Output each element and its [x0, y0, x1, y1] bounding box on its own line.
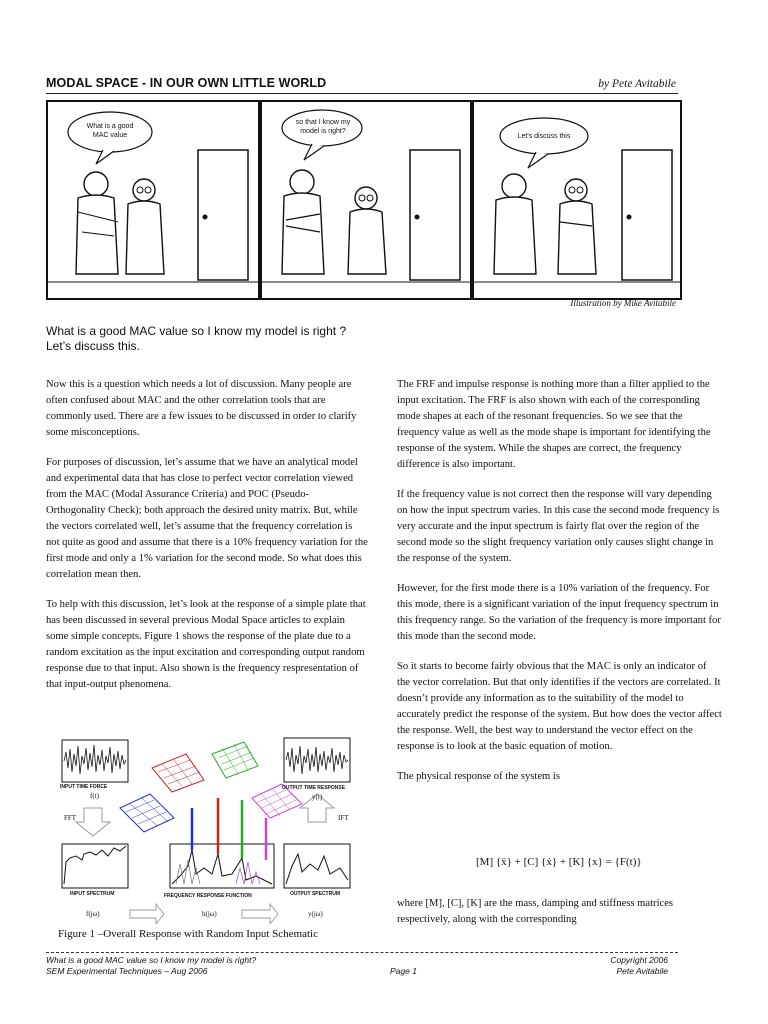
left-column [46, 377, 368, 707]
figure-1 [56, 734, 366, 924]
label-f-jw: f(jω) [86, 910, 100, 918]
footer-author: Pete Avitabile [616, 966, 668, 976]
label-y-t: y(t) [312, 793, 323, 801]
label-h-jw: h(jω) [202, 910, 217, 918]
right-column [397, 377, 722, 799]
label-y-jw: y(jω) [308, 910, 323, 918]
label-output-time-response: OUTPUT TIME RESPONSE [282, 785, 346, 791]
label-fft: FFT [64, 814, 77, 822]
bubble-2-line-2: model is right? [300, 128, 346, 135]
bubble-3-line-1: Let's discuss this [517, 133, 571, 140]
left-paragraph-2: For purposes of discussion, let’s assume that we have an analytical model and experimental data that has close to perfect vector correlation viewed from the MAC (Modal Assurance Criteria) and POC (Pseudo-Orthogonality Check); both approach the desired unity matrix. But, while the vectors correlated well, let’s assume that the frequency correlation is not quite as good and assume that there is a 10% frequency variation for the first mode and only a 1% variation for the second mode. So what does this correlation mean then. [46, 457, 368, 580]
speech-bubble-1 [70, 122, 150, 140]
label-input-spectrum: INPUT SPECTRUM [70, 891, 115, 897]
label-f-t: f(t) [90, 792, 99, 800]
author-byline: by Pete Avitabile [598, 78, 676, 90]
label-ifft: IFT [338, 814, 349, 822]
speech-bubble-2 [284, 118, 362, 136]
lead-question-line-2: Let’s discuss this. [46, 338, 140, 353]
right-paragraph-3: However, for the first mode there is a 10% variation of the frequency. For this mode, there is a significant variation of the input frequency spectrum in this frequency range. So the variation of the frequency is more important for this mode than the second mode. [397, 583, 721, 642]
header-rule [46, 93, 678, 94]
footer-page-number: Page 1 [390, 966, 417, 976]
lead-question [46, 324, 376, 353]
comic-panel-3 [472, 100, 682, 300]
right-paragraph-6: where [M], [C], [K] are the mass, damping and stiffness matrices respectively, along with the corresponding [397, 898, 674, 925]
footer-publication: SEM Experimental Techniques – Aug 2006 [46, 966, 208, 976]
right-column-tail [397, 896, 722, 942]
comic-panel-1 [46, 100, 260, 300]
page-title: MODAL SPACE - IN OUR OWN LITTLE WORLD [46, 76, 327, 90]
footer-copyright: Copyright 2006 [610, 955, 668, 965]
label-input-time-force: INPUT TIME FORCE [60, 784, 108, 790]
right-paragraph-1: The FRF and impulse response is nothing more than a filter applied to the input excitation. The FRF is also shown with each of the corresponding mode shapes at each of the resonant frequencies. So we see that the frequency value as well as the mode shape is important for identifying the response of the system. While the shapes are correct, the frequency difference is also important. [397, 379, 711, 470]
lead-question-line-1: What is a good MAC value so I know my model is right ? [46, 324, 347, 338]
right-paragraph-2: If the frequency value is not correct then the response will vary depending on how the input spectrum varies. In this case the second mode frequency is very accurate and the input spectrum is fairly flat over the region of the second mode so the slight frequency variation only causes slight change in the response of the system. [397, 489, 720, 564]
bubble-1-line-1: What is a good [86, 123, 134, 130]
equation-of-motion: [M] {ẍ} + [C] {ẋ} + [K] {x} = {F(t)} [476, 856, 642, 868]
label-output-spectrum: OUTPUT SPECTRUM [290, 891, 340, 897]
footer-article-title: What is a good MAC value so I know my model is right? [46, 955, 257, 965]
footer-left [46, 955, 256, 977]
label-frf: FREQUENCY RESPONSE FUNCTION [164, 893, 252, 899]
left-paragraph-1: Now this is a question which needs a lot of discussion. Many people are often confused about MAC and the other correlation tools that are commonly used. There are a few issues to be discussed in order to clarify some misconceptions. [46, 379, 357, 438]
illustration-credit: Illustration by Mike Avitabile [570, 298, 676, 308]
footer-right [610, 955, 668, 977]
right-paragraph-5: The physical response of the system is [397, 771, 560, 782]
comic-panel-2 [260, 100, 472, 300]
speech-bubble-3 [500, 132, 588, 141]
bubble-2-line-1: so that I know my [295, 119, 351, 126]
footer-rule [46, 952, 678, 953]
left-paragraph-3: To help with this discussion, let’s look at the response of a simple plate that has been discussed in several previous Modal Space articles to explain some simple concepts. Figure 1 shows the response of the plate due to a random excitation as the input excitation and corresponding output random response due to that input. Also shown is the frequency respresentation of that input-output phenomena. [46, 599, 366, 690]
bubble-1-line-2: MAC value [92, 132, 128, 139]
right-paragraph-4: So it starts to become fairly obvious that the MAC is only an indicator of the vector correlation. But that only identifies if the vectors are correlated. It doesn’t provide any information as to the suitability of the model to accurately predict the response of the system. But how does the vector affect the response. Well, the best way to understand the vector effect on the response is to look at the basic equation of motion. [397, 661, 722, 752]
figure-1-caption: Figure 1 –Overall Response with Random Input Schematic [58, 928, 318, 940]
